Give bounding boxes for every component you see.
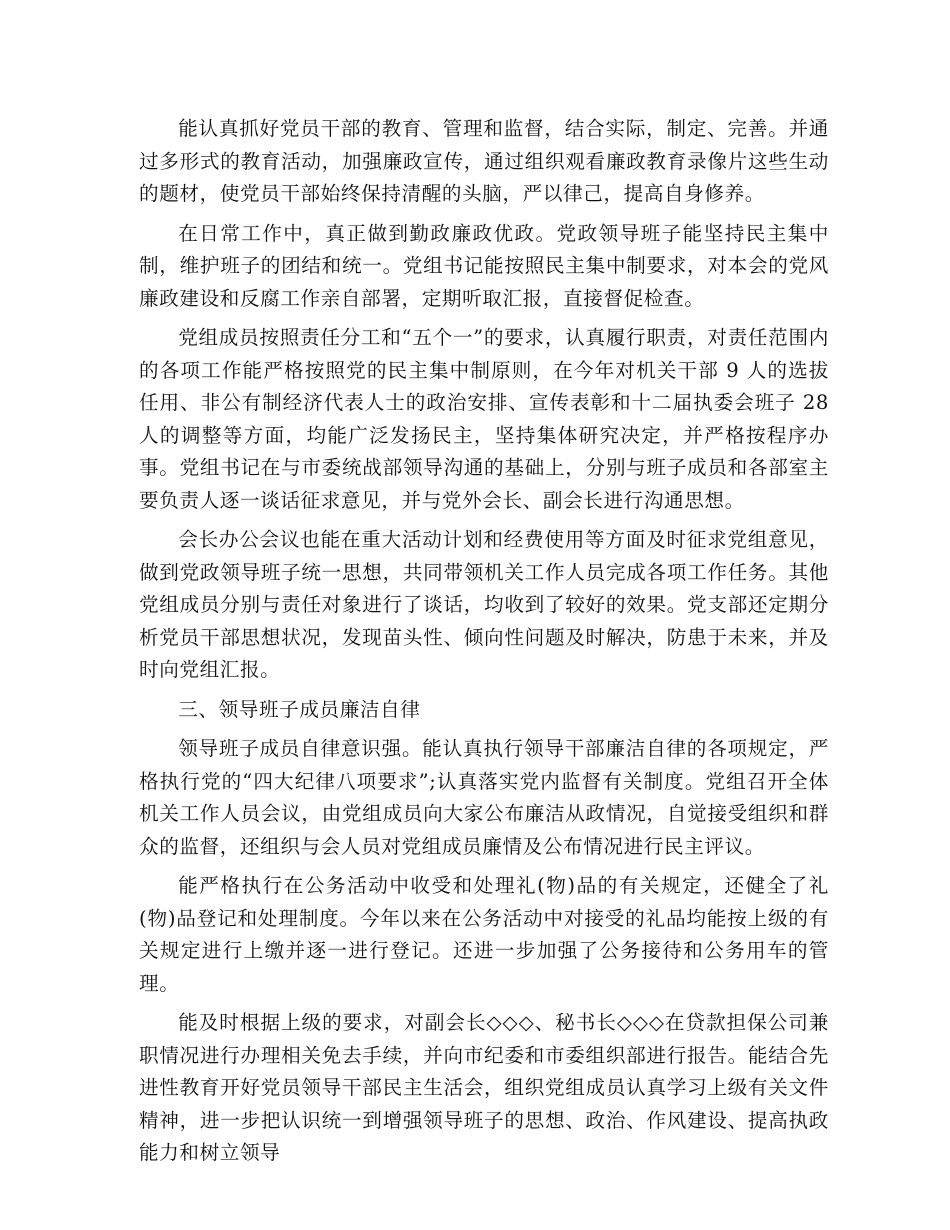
paragraph-4: 会长办公会议也能在重大活动计划和经费使用等方面及时征求党组意见，做到党政领导班子统一思想，共同带领机关工作人员完成各项工作任务。其他党组成员分别与责任对象进行了谈话，均收到了较好的效果。党支部还定期分析党员干部思想状况，发现苗头性、倾向性问题及时解决，防患于未来，并及时向党组汇报。 [139, 528, 829, 681]
section-heading: 三、领导班子成员廉洁自律 [178, 697, 421, 721]
document-page [139, 113, 829, 1170]
paragraph-5: 领导班子成员自律意识强。能认真执行领导干部廉洁自律的各项规定，严格执行党的“四大纪律八项要求”;认真落实党内监督有关制度。党组召开全体机关工作人员会议，由党组成员向大家公布廉洁从政情况，自觉接受组织和群众的监督，还组织与会人员对党组成员廉情及公布情况进行民主评议。 [139, 737, 829, 858]
paragraph-3: 党组成员按照责任分工和“五个一”的要求，认真履行职责，对责任范围内的各项工作能严格按照党的民主集中制原则，在今年对机关干部 9 人的选拔任用、非公有制经济代表人士的政治安排、宣传表彰和十二届执委会班子 28 人的调整等方面，均能广泛发扬民主，坚持集体研究决定，并严格按程序办事。党组书记在与市委统战部领导沟通的基础上，分别与班子成员和各部室主要负责人逐一谈话征求意见，并与党外会长、副会长进行沟通思想。 [139, 326, 829, 512]
paragraph-1: 能认真抓好党员干部的教育、管理和监督，结合实际，制定、完善。并通过多形式的教育活动，加强廉政宣传，通过组织观看廉政教育录像片这些生动的题材，使党员干部始终保持清醒的头脑，严以律己，提高自身修养。 [139, 117, 829, 205]
paragraph-7: 能及时根据上级的要求，对副会长◇◇◇、秘书长◇◇◇在贷款担保公司兼职情况进行办理相关免去手续，并向市纪委和市委组织部进行报告。能结合先进性教育开好党员领导干部民主生活会，组织党组成员认真学习上级有关文件精神，进一步把认识统一到增强领导班子的思想、政治、作风建设、提高执政能力和树立领导 [139, 1011, 829, 1164]
paragraph-6: 能严格执行在公务活动中收受和处理礼(物)品的有关规定，还健全了礼(物)品登记和处理制度。今年以来在公务活动中对接受的礼品均能按上级的有关规定进行上缴并逐一进行登记。还进一步加强了公务接待和公务用车的管理。 [139, 874, 829, 995]
paragraph-2: 在日常工作中，真正做到勤政廉政优政。党政领导班子能坚持民主集中制，维护班子的团结和统一。党组书记能按照民主集中制要求，对本会的党风廉政建设和反腐工作亲自部署，定期听取汇报，直接督促检查。 [139, 221, 829, 310]
